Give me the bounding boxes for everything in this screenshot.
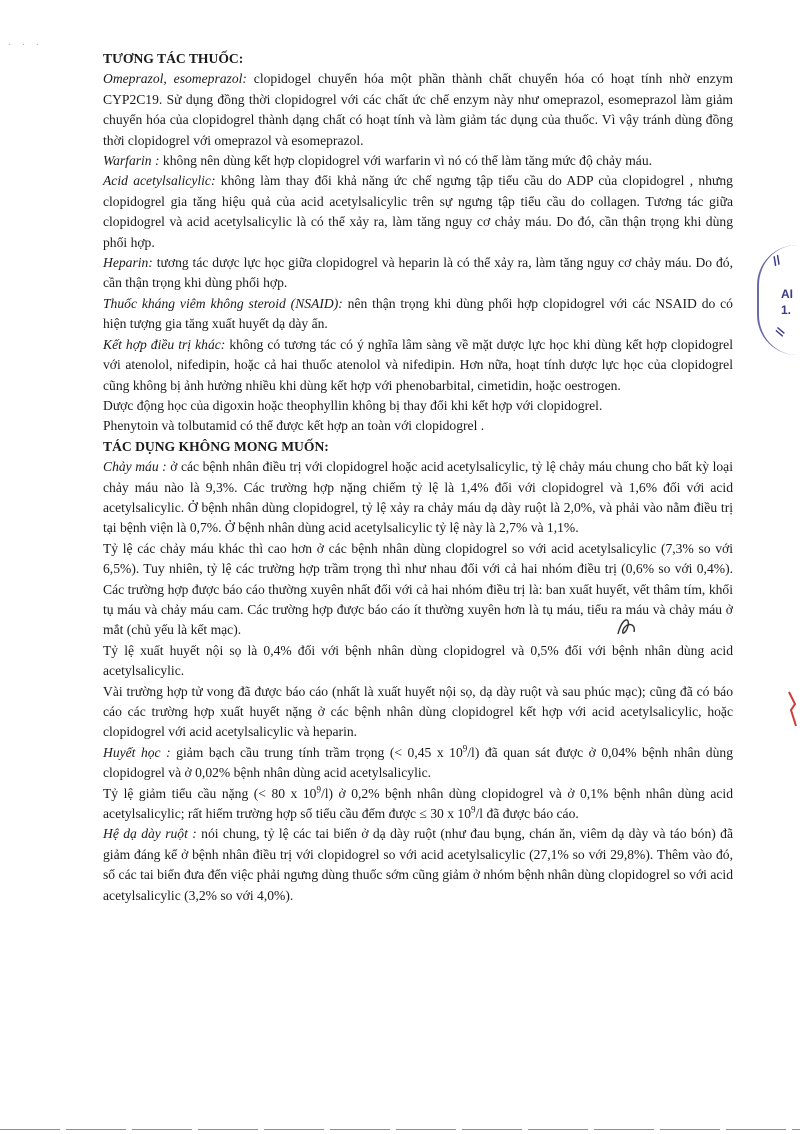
heading-drug-interactions: TƯƠNG TÁC THUỐC: [103, 51, 244, 66]
partial-stamp [757, 245, 800, 355]
label-heparin: Heparin: [103, 255, 153, 271]
label-nsaid: Thuốc kháng viêm không steroid (NSAID): [103, 295, 343, 311]
handwritten-initial [612, 612, 642, 642]
paragraph-nsaid [103, 294, 733, 335]
paragraph-warfarin [103, 151, 733, 171]
text-nsaid: nên thận trọng khi dùng phối hợp clopidogrel với các NSAID do có hiện tượng gia tăng xuất huyết dạ dày ẩn. [103, 295, 733, 332]
label-bleeding: Chảy máu : [103, 459, 167, 475]
scan-edge-line [0, 1128, 800, 1131]
paragraph-deaths: Vài trường hợp tử vong đã được báo cáo (nhất là xuất huyết nội sọ, dạ dày ruột và sau phúc mạc); cũng đã có báo cáo các trường hợp xuất huyết nặng ở các bệnh nhân dùng clopidogrel kết hợp với acid acetylsalicylic, hoặc clopidogrel với acid acetylsalicylic và heparin. [103, 683, 733, 740]
paragraph-intracranial: Tỷ lệ xuất huyết nội sọ là 0,4% đối với bệnh nhân dùng clopidogrel và 0,5% đối với bệnh nhân dùng acid acetylsalicylic. [103, 642, 733, 679]
text-warfarin: không nên dùng kết hợp clopidogrel với warfarin vì nó có thể làm tăng mức độ chảy máu. [159, 153, 653, 169]
text-gastrointestinal: nói chung, tỷ lệ các tai biến ở dạ dày ruột (như đau bụng, chán ăn, viêm dạ dày và táo bón) đã giảm đáng kể ở bệnh nhân điều trị với clopidogrel so với acid acetylsalicylic (27,1% so với 29,8%). Thêm vào đó, số các tai biến đưa đến việc phải ngưng dùng thuốc sớm cũng giảm ở nhóm bệnh nhân dùng clopidogrel so với acid acetylsalicylic (3,2% so với 4,0%). [103, 826, 733, 903]
paragraph-other-bleeding: Tỷ lệ các chảy máu khác thì cao hơn ở các bệnh nhân dùng clopidogrel so với acid acetylsalicylic (7,3% so với 6,5%). Tuy nhiên, tỷ lệ các trường hợp trầm trọng thì như nhau đối với cả hai nhóm điều trị (0,6% so với 0,4%). Các trường hợp được báo cáo thường xuyên nhất đối với cả hai nhóm điều trị là: ban xuất huyết, vết thâm tím, khối tụ máu và chảy máu cam. Các trường hợp được báo cáo ít thường xuyên hơn là tụ máu, tiểu ra máu và chảy máu ở mắt (chủ yếu là kết mạc). [103, 540, 733, 638]
text-acid-acetylsalicylic: không làm thay đổi khả năng ức chế ngưng tập tiểu cầu do ADP của clopidogrel , nhưng clopidogrel gia tăng hiệu quả của acid acetylsalicylic trên sự ngưng tập tiểu cầu do collagen. Tương tác giữa clopidogrel và acid acetylsalicylic là có thể xảy ra, làm tăng nguy cơ chảy máu. Do đó, cần thận trọng khi dùng phối hợp. [103, 173, 733, 250]
heading-adverse-effects: TÁC DỤNG KHÔNG MONG MUỐN: [103, 438, 329, 454]
stamp-text-1: AI [781, 287, 793, 301]
paragraph-omeprazole [103, 69, 733, 151]
paragraph-platelets [103, 784, 733, 825]
scan-artifact: · · · [8, 40, 43, 51]
text-platelets-a: Tỷ lệ giảm tiểu cầu nặng (< 80 x 10 [103, 785, 317, 801]
stamp-text-2: 1. [781, 303, 792, 317]
label-omeprazole: Omeprazol, esomeprazol: [103, 71, 247, 87]
paragraph-gastrointestinal [103, 824, 733, 906]
paragraph-acid-acetylsalicylic [103, 171, 733, 253]
paragraph-phenytoin: Phenytoin và tolbutamid có thể được kết hợp an toàn với clopidogrel . [103, 418, 485, 434]
superscript-platelets-1: 9 [316, 784, 321, 795]
paragraph-hematology [103, 743, 733, 784]
label-acid-acetylsalicylic: Acid acetylsalicylic: [103, 173, 216, 189]
superscript-hematology: 9 [462, 743, 468, 754]
superscript-platelets-2: 9 [471, 804, 476, 815]
text-heparin: tương tác dược lực học giữa clopidogrel và heparin là có thể xảy ra, làm tăng nguy cơ chảy máu. Do đó, cần thận trọng khi dùng phối hợp. [103, 255, 733, 291]
text-platelets-c: /l đã được báo cáo. [475, 806, 579, 822]
label-gastrointestinal: Hệ dạ dày ruột : [103, 826, 197, 842]
text-omeprazole: clopidogel chuyển hóa một phần thành chất chuyển hóa có hoạt tính nhờ enzym CYP2C19. Sử dụng đồng thời clopidogrel với các chất ức chế enzym này như omeprazol, esomeprazol làm giảm chuyển hóa của clopidogrel thành dạng chất có hoạt tính và làm giảm tác dụng của thuốc. Vì vậy tránh dùng đồng thời clopidogrel với omeprazol và esomeprazol. [103, 71, 733, 148]
document-body [103, 49, 733, 906]
text-hematology-a: giảm bạch cầu trung tính trầm trọng (< 0,45 x 10 [170, 744, 463, 760]
text-platelets-b: /l) ở 0,2% bệnh nhân dùng clopidogrel và ở 0,1% bệnh nhân dùng acid acetylsalicylic; rất hiếm trường hợp số tiểu cầu đếm được ≤ 30 x 10 [103, 785, 733, 822]
label-other-combinations: Kết hợp điều trị khác: [103, 336, 226, 352]
label-hematology: Huyết học : [103, 744, 171, 760]
stamp-mark: // [770, 252, 783, 269]
text-other-combinations: không có tương tác có ý nghĩa lâm sàng về mặt dược lực học khi dùng kết hợp clopidogrel với atenolol, nifedipin, hoặc cả hai thuốc atenolol và nifedipin. Hơn nữa, hoạt tính dược lực học của clopidogrel cũng không bị ảnh hưởng nhiều khi dùng kết hợp với phenobarbital, cimetidin, hoặc oestrogen. [103, 336, 733, 393]
label-warfarin: Warfarin : [103, 153, 160, 169]
red-margin-mark [787, 690, 797, 728]
paragraph-other-combinations [103, 335, 733, 396]
paragraph-digoxin: Dược động học của digoxin hoặc theophyllin không bị thay đổi khi kết hợp với clopidogrel. [103, 397, 603, 413]
stamp-mark-lower: // [772, 325, 789, 339]
paragraph-bleeding [103, 457, 733, 539]
paragraph-heparin [103, 253, 733, 294]
text-bleeding: ở các bệnh nhân điều trị với clopidogrel hoặc acid acetylsalicylic, tỷ lệ chảy máu chung cho bất kỳ loại chảy máu nào là 9,3%. Các trường hợp nặng chiếm tỷ lệ là 1,4% đối với clopidogrel và 1,6% đối với acid acetylsalicylic. Ở bệnh nhân dùng clopidogrel, tỷ lệ xảy ra chảy máu dạ dày ruột là 2,0%, và phải vào nằm điều trị tại bệnh viện là 0,7%. Ở bệnh nhân dùng acid acetylsalicylic tỷ lệ này là 2,7% và 1,1%. [103, 459, 733, 536]
text-hematology-b: /l) đã quan sát được ở 0,04% bệnh nhân dùng clopidogrel và ở 0,02% bệnh nhân dùng acid acetylsalicylic. [103, 744, 733, 781]
